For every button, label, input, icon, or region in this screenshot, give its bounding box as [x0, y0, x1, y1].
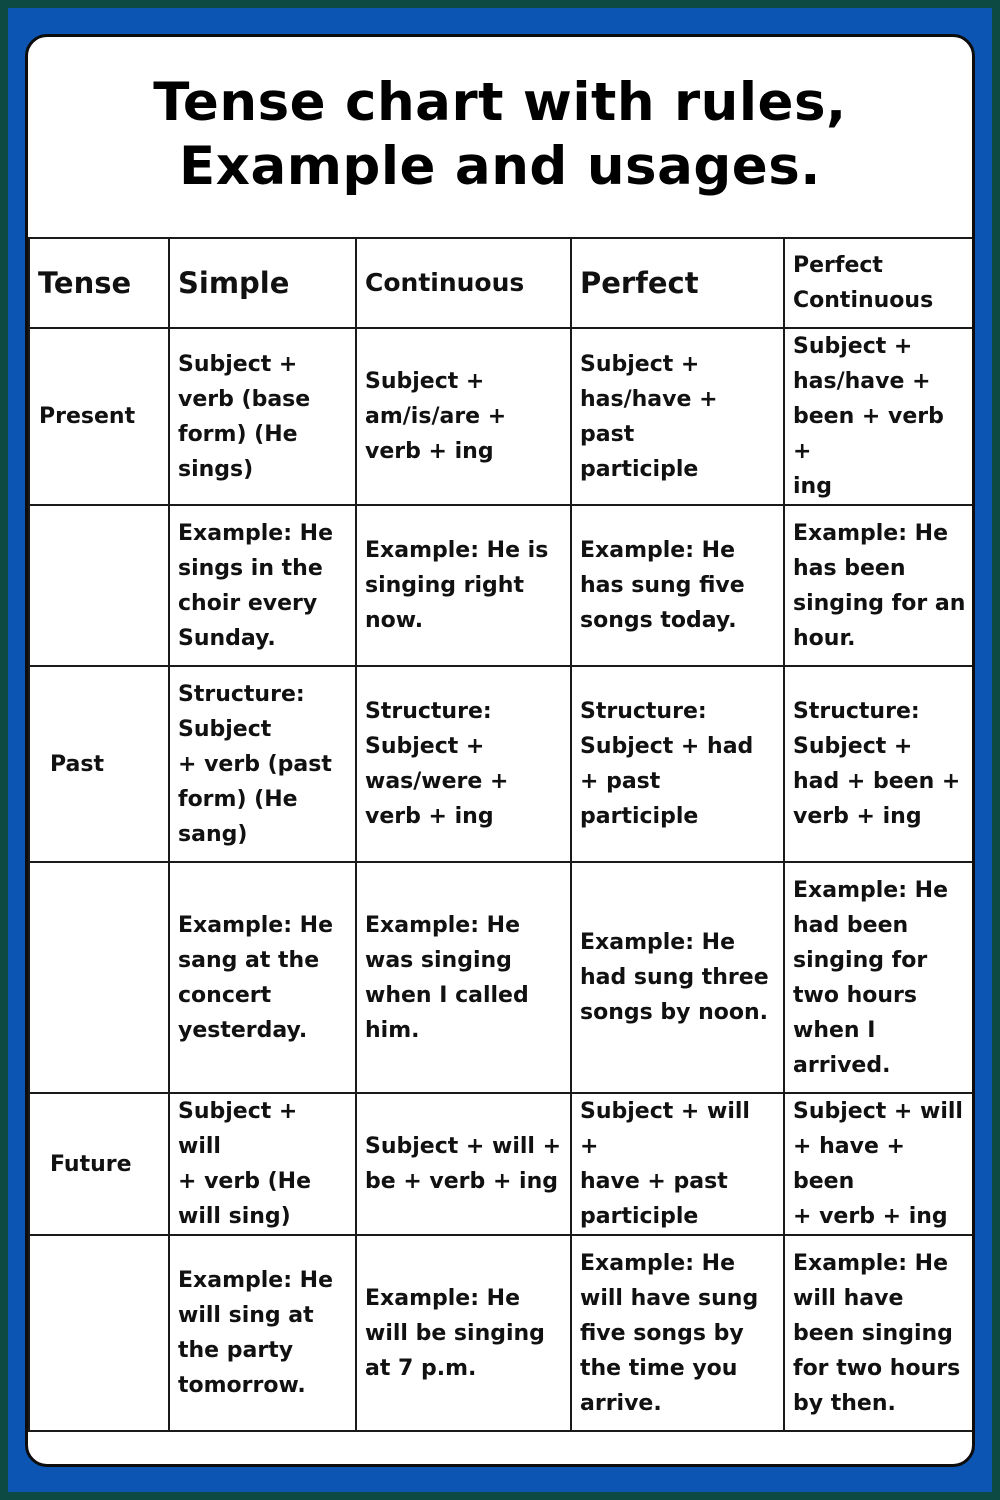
cell-perfect-continuous: Subject + will + have + been + verb + ing [784, 1093, 975, 1235]
tense-label-future: Future [29, 1093, 169, 1235]
cell-simple: Example: He sang at the concert yesterday. [169, 862, 356, 1093]
cell-perfect-continuous: Structure: Subject + had + been + verb + ing [784, 666, 975, 862]
cell-continuous: Subject + am/is/are + verb + ing [356, 328, 571, 505]
cell-simple: Subject + will + verb (He will sing) [169, 1093, 356, 1235]
table-row [29, 1235, 975, 1431]
cell-simple: Structure: Subject + verb (past form) (He sang) [169, 666, 356, 862]
table-row [29, 1093, 975, 1235]
cell-simple: Example: He will sing at the party tomorrow. [169, 1235, 356, 1431]
chart-card [25, 34, 975, 1467]
cell-continuous: Structure: Subject + was/were + verb + ing [356, 666, 571, 862]
cell-perfect: Subject + will + have + past participle [571, 1093, 784, 1235]
cell-perfect: Example: He will have sung five songs by the time you arrive. [571, 1235, 784, 1431]
table-row [29, 862, 975, 1093]
cell-continuous: Example: He will be singing at 7 p.m. [356, 1235, 571, 1431]
table-row [29, 328, 975, 505]
table-row [29, 505, 975, 666]
header-simple: Simple [169, 238, 356, 328]
table-header-row [29, 238, 975, 328]
cell-perfect-continuous: Subject + has/have + been + verb + ing [784, 328, 975, 505]
cell-perfect: Structure: Subject + had + past participle [571, 666, 784, 862]
header-tense: Tense [29, 238, 169, 328]
cell-perfect: Subject + has/have + past participle [571, 328, 784, 505]
cell-continuous: Example: He was singing when I called him. [356, 862, 571, 1093]
tense-table [28, 237, 975, 1432]
table-row [29, 666, 975, 862]
cell-continuous: Subject + will + be + verb + ing [356, 1093, 571, 1235]
header-perfect-continuous: Perfect Continuous [784, 238, 975, 328]
header-perfect: Perfect [571, 238, 784, 328]
header-continuous: Continuous [356, 238, 571, 328]
tense-label-empty [29, 862, 169, 1093]
tense-label-past: Past [29, 666, 169, 862]
tense-label-empty [29, 1235, 169, 1431]
title-line-1: Tense chart with rules, [153, 72, 847, 133]
tense-label-empty [29, 505, 169, 666]
cell-simple: Example: He sings in the choir every Sunday. [169, 505, 356, 666]
cell-perfect: Example: He had sung three songs by noon. [571, 862, 784, 1093]
cell-simple: Subject + verb (base form) (He sings) [169, 328, 356, 505]
cell-perfect: Example: He has sung five songs today. [571, 505, 784, 666]
cell-perfect-continuous: Example: He has been singing for an hour. [784, 505, 975, 666]
page-title [28, 71, 972, 199]
tense-label-present: Present [29, 328, 169, 505]
cell-perfect-continuous: Example: He had been singing for two hours when I arrived. [784, 862, 975, 1093]
cell-continuous: Example: He is singing right now. [356, 505, 571, 666]
cell-perfect-continuous: Example: He will have been singing for two hours by then. [784, 1235, 975, 1431]
title-line-2: Example and usages. [179, 136, 821, 197]
